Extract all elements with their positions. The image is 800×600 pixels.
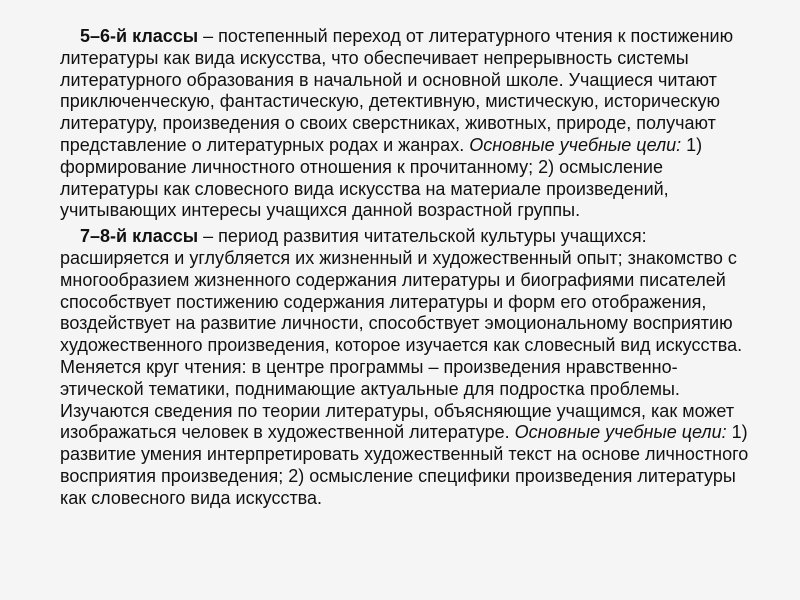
paragraph-grades-7-8 [60,226,760,509]
goals-label: Основные учебные цели: [469,134,682,155]
paragraph-grades-5-6 [60,26,760,222]
paragraph-text: – постепенный переход от литературного чтения к постижению литературы как вида искусства, что обеспечивает непрерывность системы литературного образования в начальной и основной школе. Учащиеся читают приключенческую, фантастическую, детективную, мистическую, историческую литературу, произведения о своих сверстниках, животных, природе, получают представление о литературных родах и жанрах. [60,26,734,155]
paragraph-lead: 7–8-й классы [80,226,199,247]
paragraph-text: – период развития читательской культуры учащихся: расширяется и углубляется их жизненный и художественный опыт; знакомство с многообразием жизненного содержания литературы и биографиями писателей способствует постижению содержания литературы и форм его отображения, воздействует на развитие личности, способствует эмоциональному восприятию художественного произведения, которое изучается как словесный вид искусства. Меняется круг чтения: в центре программы – произведения нравственно-этической тематики, поднимающие актуальные для подростка проблемы. Изучаются сведения по теории литературы, объясняющие учащимся, как может изображаться человек в художественной литературе. [60,226,743,443]
paragraph-lead: 5–6-й классы [80,26,199,46]
paragraph-goals-text: 1) развитие умения интерпретировать художественный текст на основе личностного восприятия произведения; 2) осмысление специфики произведения литературы как словесного вида искусства. [60,422,749,508]
paragraph-goals-text: 1) формирование личностного отношения к прочитанному; 2) осмысление литературы как словесного вида искусства на материале произведений, учитывающих интересы учащихся данной возрастной группы. [60,134,703,221]
goals-label: Основные учебные цели: [514,422,727,443]
